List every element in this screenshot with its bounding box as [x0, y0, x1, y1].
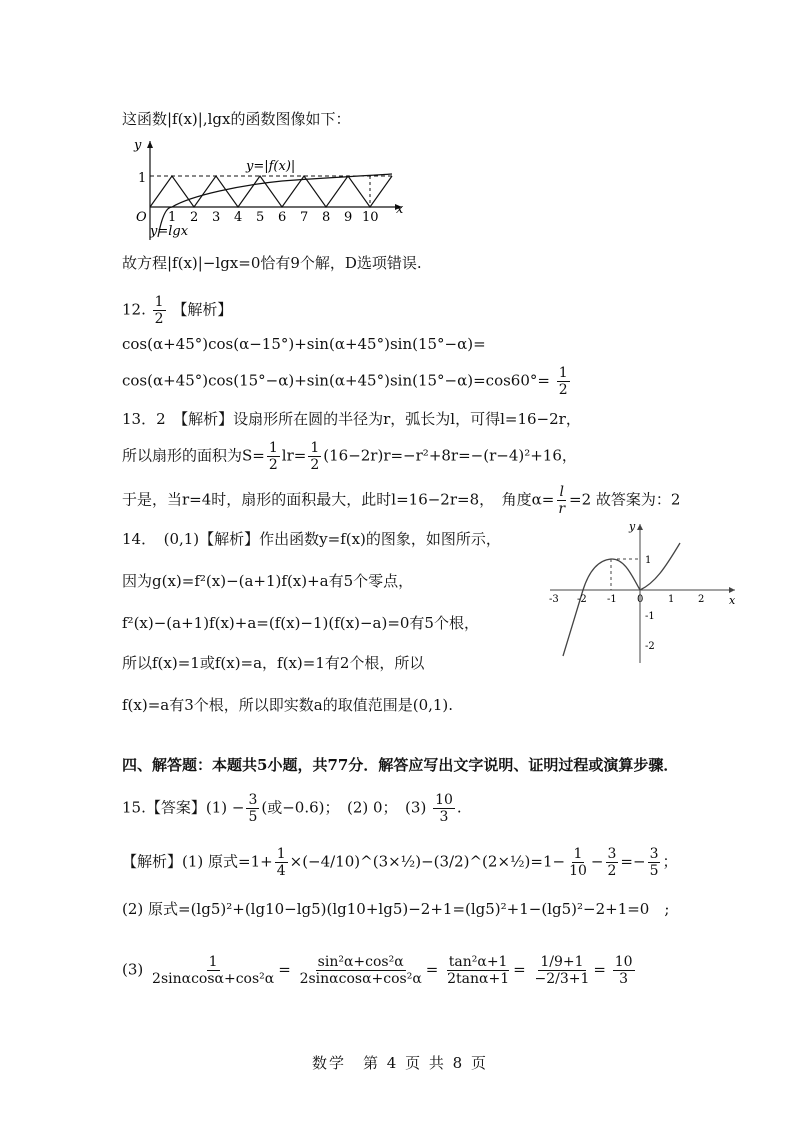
q12-number: 12. [122, 300, 146, 319]
q12-line1: cos(α+45°)cos(α−15°)+sin(α+45°)sin(15°−α)= [122, 335, 486, 353]
p3-frac5: $\frac{10}{3}$ [614, 954, 633, 987]
q12-line2-text: cos(α+45°)cos(15°−α)+sin(α+45°)sin(15°−α)=cos60°= [122, 371, 550, 390]
graph2-xtick: 2 [698, 594, 705, 605]
quarter-fraction: $\frac{1}{4}$ [276, 846, 286, 879]
page-footer: 数学 第 4 页 共 8 页 [312, 1054, 488, 1072]
three-halves-fraction: $\frac{3}{2}$ [607, 846, 617, 879]
graph1-tick-y1: 1 [138, 171, 147, 186]
q15-ans-b: (或−0.6)； (2) 0； (3) [261, 798, 427, 817]
graph1-xtick: 8 [322, 210, 331, 225]
graph1-label-fx: y=|f(x)| [246, 159, 296, 174]
graph2-ytick: -1 [645, 611, 655, 622]
q15-p1a: 【解析】(1) 原式=1+ [122, 852, 273, 871]
numerator: 1 [268, 440, 278, 456]
graph1-xticks [168, 210, 379, 225]
q12-line2 [122, 365, 572, 398]
half-fraction [308, 440, 321, 473]
graph2-xtick: 1 [668, 594, 675, 605]
graph2-xtick: -3 [549, 594, 559, 605]
q15-ans3-fraction [433, 792, 455, 825]
q15-ans1-fraction [648, 846, 661, 879]
q14-line1: 14． (0,1)【解析】作出函数y=f(x)的图象，如图所示， [122, 530, 501, 548]
graph-f-x [545, 518, 745, 668]
graph1-xtick: 7 [300, 210, 309, 225]
graph2-ytick: -2 [645, 641, 655, 652]
graph2-xtick: -1 [607, 594, 617, 605]
q15-p3-label: (3) [122, 960, 144, 979]
l-over-r-fraction [556, 484, 567, 517]
q14-line4: 所以f(x)=1或f(x)=a，f(x)=1有2个根，所以 [122, 654, 425, 672]
denominator: 2 [310, 457, 320, 473]
denominator: 5 [248, 809, 258, 825]
graph1-x-label: x [396, 202, 404, 217]
section-heading: 四、解答题：本题共5小题，共77分．解答应写出文字说明、证明过程或演算步骤． [122, 756, 679, 774]
q13-line1: 13．2 【解析】设扇形所在圆的半径为r，弧长为l，可得l=16−2r， [122, 410, 581, 428]
q13-line2a: 所以扇形的面积为S= [122, 446, 265, 465]
graph1-y-label: y [134, 138, 142, 153]
q15-part2: (2) 原式=(lg5)²+(lg10−lg5)(lg10+lg5)−2+1=(lg5)²+1−(lg5)²−2+1=0 ; [122, 900, 670, 918]
q15-ans-a: 15.【答案】(1) [122, 798, 228, 817]
numerator: 10 [435, 792, 453, 808]
q13-line3 [122, 484, 680, 517]
p3-frac4: $\frac{1/9+1}{-2/3+1}$ [534, 954, 590, 987]
graph2-xtick: -2 [577, 594, 587, 605]
q12-answer-fraction [153, 294, 166, 327]
denominator: 2 [268, 457, 278, 473]
q13-line2c: (16−2r)r=−r²+8r=−(r−4)²+16， [323, 446, 577, 465]
graph1-xtick: 2 [190, 210, 199, 225]
q13-line3b: =2 故答案为：2 [569, 490, 681, 509]
q15-p1b: ×(−4/10)^(3×½)−(3/2)^(2×½)=1− [289, 852, 566, 871]
denominator: 2 [558, 382, 568, 398]
denominator: r [558, 501, 566, 517]
intro-text: 这函数|f(x)|,lgx的函数图像如下： [122, 110, 351, 128]
denominator: 5 [649, 863, 659, 879]
graph2-ytick: 1 [645, 555, 652, 566]
q13-line2b: lr= [281, 446, 307, 465]
graph1-xtick: 5 [256, 210, 265, 225]
numerator: 1 [558, 365, 568, 381]
graph1-xtick: 4 [234, 210, 243, 225]
graph1-xtick: 9 [344, 210, 353, 225]
graph1-origin: O [136, 210, 147, 225]
p3-frac3: $\frac{\text{tan²α+1}}{2\tan\alpha+1}$ [447, 954, 510, 987]
q12-header [122, 294, 232, 327]
q14-line5: f(x)=a有3个根，所以即实数a的取值范围是(0,1). [122, 696, 454, 714]
graph1-xtick: 3 [212, 210, 221, 225]
graph1-xtick: 1 [168, 210, 177, 225]
graph1-xtick: 6 [278, 210, 287, 225]
q15-part3: (3) $\frac{1}{\text{2sinαcosα+cos²α}}$ = $\frac{\text{sin²α+cos²α}}{\text{2sinαcosα+cos²α}}$ = $\frac{\text{tan²α+1}}{2\tan\alpha+1}$ = $\frac{1/9+1}{-2/3+1}$ = $\frac{10}{3}$ [122, 954, 633, 987]
q15-ans1-fraction [246, 792, 259, 825]
p3-frac1: $\frac{1}{\text{2sinαcosα+cos²α}}$ [152, 954, 275, 987]
numerator: 1 [310, 440, 320, 456]
numerator: 3 [248, 792, 258, 808]
graph2-y-label: y [629, 520, 636, 533]
q15-part1: 【解析】(1) 原式=1+ $\frac{1}{4}$ ×(−4/10)^(3×½)−(3/2)^(2×½)=1− $\frac{1}{10}$ − $\frac{3}{2}$ =− $\frac{3}{5}$ ； [122, 846, 678, 879]
p3-frac2: $\frac{\text{sin²α+cos²α}}{\text{2sinαcosα+cos²α}}$ [299, 954, 422, 987]
q14-line2: 因为g(x)=f²(x)−(a+1)f(x)+a有5个零点， [122, 572, 414, 590]
numerator: 3 [649, 846, 659, 862]
half-fraction [267, 440, 280, 473]
q12-tag: 【解析】 [172, 300, 233, 319]
q13-line2 [122, 440, 577, 473]
graph-abs-f-lgx [122, 135, 412, 245]
denominator: 3 [439, 809, 449, 825]
graph1-label-lg: y=lgx [150, 224, 189, 239]
graph2-x-label: x [729, 594, 736, 607]
q13-line3a: 于是，当r=4时，扇形的面积最大，此时l=16−2r=8， 角度α= [122, 490, 555, 509]
numerator: 1 [154, 294, 164, 310]
graph2-xtick: 0 [637, 594, 644, 605]
q14-line3: f²(x)−(a+1)f(x)+a=(f(x)−1)(f(x)−a)=0有5个根， [122, 614, 479, 632]
graph1-xtick: 10 [362, 210, 379, 225]
denominator: 2 [154, 311, 164, 327]
conclusion-11: 故方程|f(x)|−lgx=0恰有9个解，D选项错误. [122, 254, 422, 272]
q12-half [557, 365, 570, 398]
numerator: l [559, 484, 564, 500]
q15-answer: 15.【答案】(1) − $\frac{3}{5}$ (或−0.6)； (2) 0； (3) $\frac{10}{3}$ . [122, 792, 462, 825]
q15-p1c: =− [620, 852, 646, 871]
tenth-fraction: $\frac{1}{10}$ [569, 846, 587, 879]
